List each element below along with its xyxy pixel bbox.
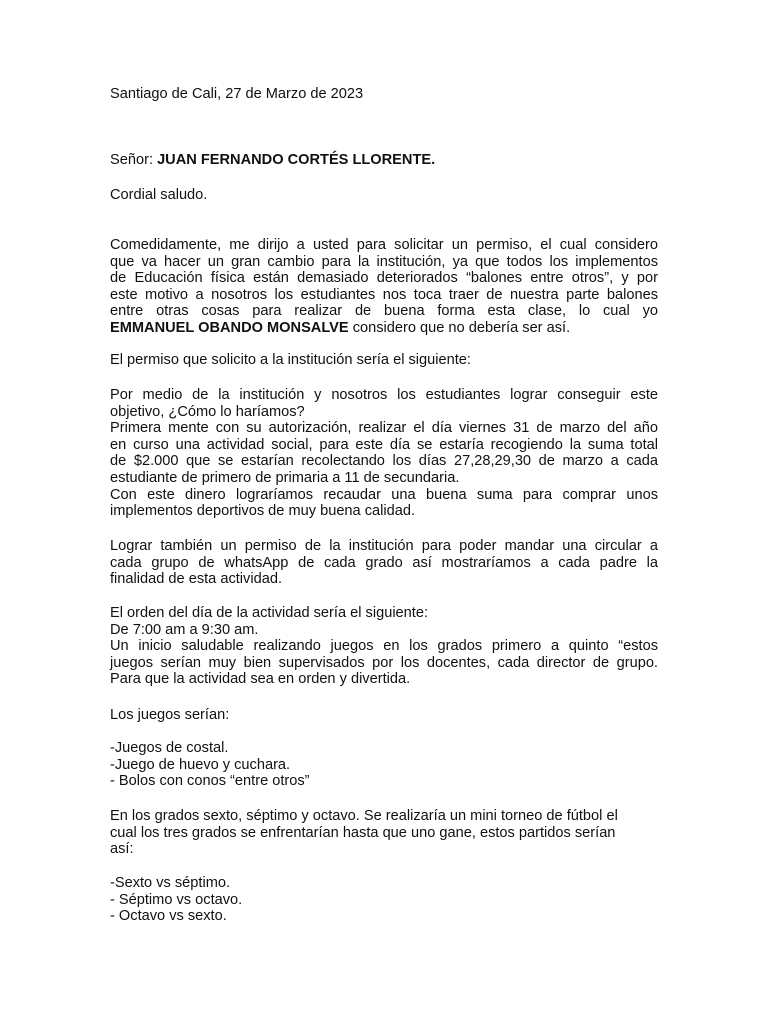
text-line: que va hacer un gran cambio para la institución, ya que todos los implementos [110,253,658,270]
text-line: Con este dinero lograríamos recaudar una buena suma para comprar unos [110,486,658,503]
text-line: Comedidamente, me dirijo a usted para solicitar un permiso, el cual considero [110,237,658,253]
addressee [110,152,658,169]
text-line: Un inicio saludable realizando juegos en los grados primero a quinto “estos [110,638,658,655]
list-item: - Octavo vs sexto. [110,908,227,925]
addressee-prefix: Señor: [110,152,158,168]
student-name: EMMANUEL OBANDO MONSALVE [110,319,349,336]
text-line: entre otras cosas para realizar de buena forma esta clase, lo cual yo [110,303,658,320]
text-line: así: [110,841,134,858]
paragraph-agenda [110,605,658,688]
text-line: Lograr también un permiso de la institución para poder mandar una circular a [110,538,658,554]
text-line: cual los tres grados se enfrentarían hasta que uno gane, estos partidos serían [110,824,616,841]
text-line: En los grados sexto, séptimo y octavo. Se realizaría un mini torneo de fútbol el [110,808,618,824]
list-item: - Séptimo vs octavo. [110,891,243,908]
paragraph-tournament [110,808,658,858]
text-line [110,320,658,337]
text-line: Los juegos serían: [110,707,230,723]
text-line: objetivo, ¿Cómo lo haríamos? [110,403,305,420]
text-line: de $2.000 que se estarían recolectando los días 27,28,29,30 de marzo a cada [110,453,658,470]
text-line: de Educación física están demasiado deteriorados “balones entre otros”, y por [110,270,658,287]
text-line: implementos deportivos de muy buena calidad. [110,503,416,520]
paragraph-games-heading [110,707,658,724]
matches-list [110,875,658,925]
text-line: Primera mente con su autorización, realizar el día viernes 31 de marzo del año [110,420,658,437]
greeting-text: Cordial saludo. [110,187,208,203]
text-line: El permiso que solicito a la institución sería el siguiente: [110,352,471,368]
text-line: finalidad de esta actividad. [110,571,282,588]
date-text: Santiago de Cali, 27 de Marzo de 2023 [110,86,364,102]
list-item: -Juego de huevo y cuchara. [110,756,291,773]
text-line: El orden del día de la actividad sería el siguiente: [110,605,429,621]
text-line: Para que la actividad sea en orden y divertida. [110,671,411,688]
list-item: -Juegos de costal. [110,740,229,756]
letter-date [110,86,658,103]
text-line: estudiante de primero de primaria a 11 de secundaria. [110,469,460,486]
greeting [110,187,658,204]
list-item: - Bolos con conos “entre otros” [110,773,310,790]
addressee-name: JUAN FERNANDO CORTÉS LLORENTE. [157,152,436,168]
paragraph-circular [110,538,658,588]
text-line: cada grupo de whatsApp de cada grado así mostraríamos a cada padre la [110,554,658,571]
text-line: en curso una actividad social, para este día se estaría recogiendo la suma total [110,436,658,453]
list-item: -Sexto vs séptimo. [110,875,231,891]
text-line: Por medio de la institución y nosotros los estudiantes lograr conseguir este [110,387,658,403]
paragraph-permission [110,352,658,369]
text-line: De 7:00 am a 9:30 am. [110,621,259,638]
paragraph-intro [110,237,658,337]
paragraph-plan [110,387,658,520]
text-line: este motivo a nosotros los estudiantes nos toca traer de nuestra parte balones [110,286,658,303]
text-line: juegos serían muy bien supervisados por los docentes, cada director de grupo. [110,654,658,671]
games-list [110,740,658,790]
text-tail: considero que no debería ser así. [348,319,571,336]
